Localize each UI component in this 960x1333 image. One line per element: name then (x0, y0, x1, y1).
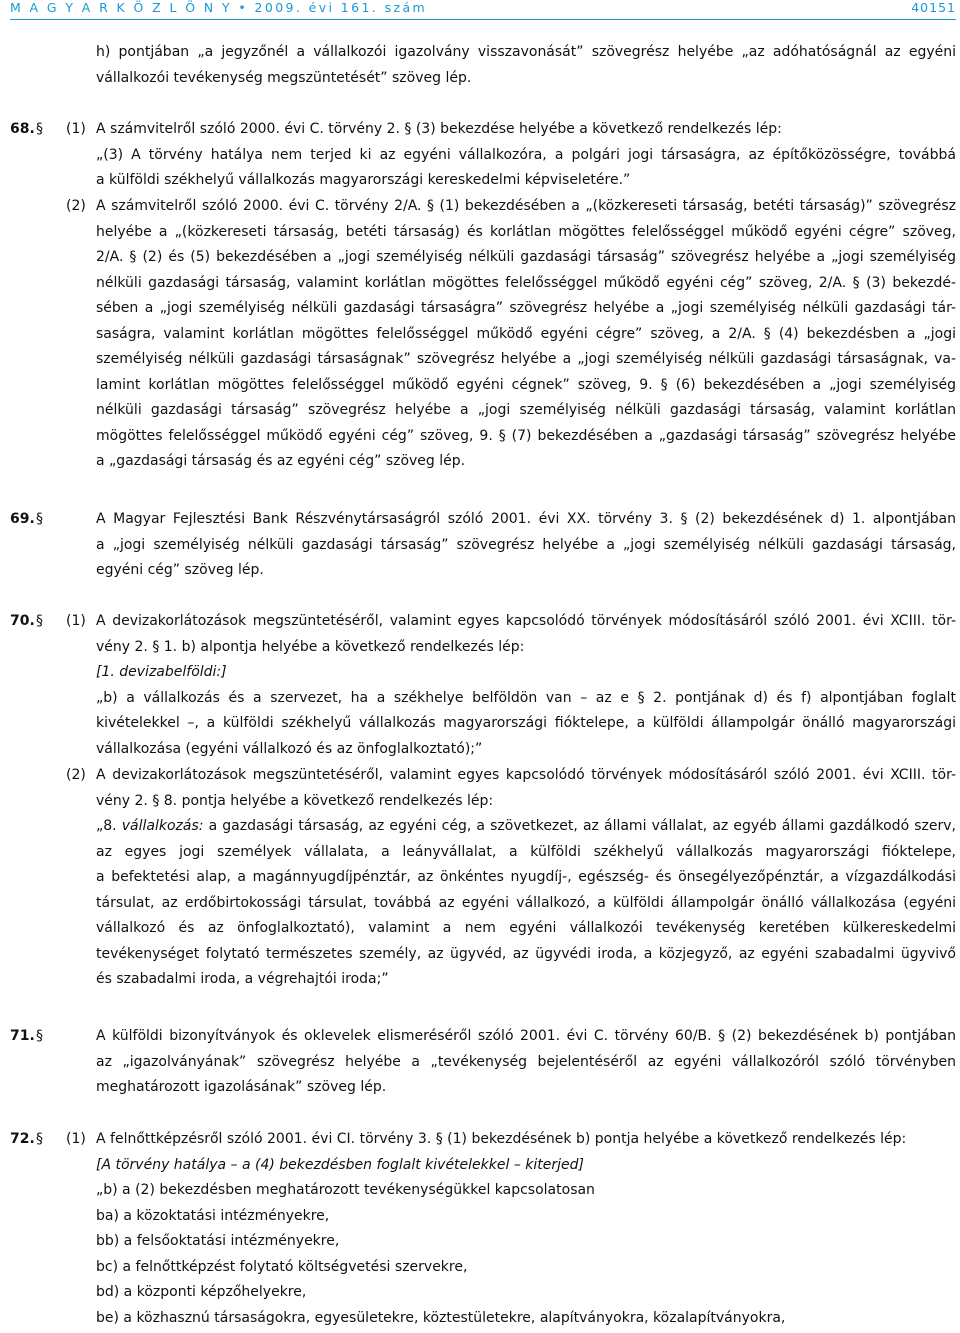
text-line: a külföldi székhelyű vállalkozás magyarországi kereskedelmi képviseletére.” (96, 172, 631, 188)
text-line: tevékenységet folytató természetes személy, az ügyvéd, az ügyvédi iroda, a közjegyző, az egyéni szabadalmi ügyvivő (96, 945, 956, 962)
section-sign: § (36, 613, 43, 629)
text-line: A devizakorlátozások megszüntetéséről, valamint egyes kapcsolódó törvények módosításáról szóló 2001. évi XCIII. tör- (96, 613, 956, 629)
publication-title: M A G Y A R K Ö Z L Ö N Y • 2009. évi 161. szám (10, 0, 428, 15)
text-line: „b) a (2) bekezdésben meghatározott tevékenységükkel kapcsolatosan (96, 1182, 595, 1198)
section-sign: § (36, 1131, 43, 1147)
text-line: mögöttes felelősséggel működő egyéni cég” szöveg, 9. § (7) bekezdésében a „gazdasági társaság” szövegrész helyébe (96, 427, 956, 444)
section-number: 69. (10, 511, 35, 527)
text-line: és szabadalmi iroda, a végrehajtói iroda;” (96, 971, 389, 987)
section-71-text (96, 1024, 956, 1101)
list-item: be) a közhasznú társaságokra, egyesületekre, köztestületekre, alapítványokra, közalapítványokra, (96, 1309, 786, 1326)
text-line: lamint korlátlan mögöttes felelősséggel működő egyéni cégnek” szöveg, 9. § (6) bekezdésében a „jogi személyiség (96, 376, 956, 393)
text-line: helyébe a „(közkereseti társaság, betéti társaság) és korlátlan mögöttes felelősséggel működő egyéni cégre” szöveg, (96, 223, 956, 240)
text-line: sében a „jogi személyiség nélküli gazdasági társaságra” szövegrész helyébe a „jogi személyiség nélküli gazdasági tár- (96, 300, 956, 316)
header-rule (10, 19, 956, 20)
text-line: [A törvény hatálya – a (4) bekezdésben foglalt kivételekkel – kiterjed] (96, 1156, 584, 1173)
text-line: A Magyar Fejlesztési Bank Részvénytársaságról szóló 2001. évi XX. törvény 3. § (2) bekezdésének d) 1. alpontjában (96, 511, 956, 527)
definition-text: a gazdasági társaság, az egyéni cég, a szövetkezet, az állami vállalat, az egyéb állami gazdálkodó szerv, (203, 818, 956, 834)
list-item: bd) a központi képzőhelyekre, (96, 1284, 307, 1300)
text-line: vállalkozó és az önfoglalkoztató), valamint a nem egyéni vállalkozói tevékenység keretében külkereskedelmi (96, 920, 956, 936)
text-line: a „jogi személyiség nélküli gazdasági társaság” szövegrész helyébe a „jogi személyiség nélküli gazdasági társaság, (96, 536, 956, 553)
section-70-paragraph-2 (96, 763, 956, 993)
section-sign: § (36, 121, 43, 137)
section-68-paragraph-2 (96, 194, 956, 475)
page-number: 40151 (911, 0, 956, 15)
text-line: társulat, az erdőbirtokossági társulat, továbbá az egyéni vállalkozó, a külföldi állampolgár önálló vállalkozása (egyéni (96, 894, 956, 911)
paragraph-label: (2) (66, 767, 86, 783)
text-line: az egyes jogi személyek vállalata, a leányvállalat, a külföldi székhelyű vállalkozás magyarországi fióktelepe, (96, 843, 956, 860)
text-line: [1. devizabelföldi:] (96, 664, 227, 680)
list-item: bb) a felsőoktatási intézményekre, (96, 1233, 340, 1249)
text-line: A felnőttképzésről szóló 2001. évi CI. törvény 3. § (1) bekezdésének b) pontja helyébe a következő rendelkezés lép: (96, 1131, 907, 1147)
definition-term: vállalkozás: (121, 818, 204, 834)
intro-paragraph (96, 40, 956, 91)
text-line: A számvitelről szóló 2000. évi C. törvény 2/A. § (1) bekezdésében a „(közkereseti társaság, betéti társaság)” szövegrész (96, 198, 956, 214)
text-line: személyiség nélküli gazdasági társaságnak” szövegrész helyébe a „jogi személyiség nélküli gazdasági társaságnak, va- (96, 351, 956, 367)
text-line: a „gazdasági társaság és az egyéni cég” szöveg lép. (96, 453, 466, 469)
paragraph-label: (1) (66, 1131, 86, 1147)
text-line: 2/A. § (2) és (5) bekezdésében a „jogi személyiség nélküli gazdasági társaság” szövegrész helyébe a „jogi személyiség (96, 249, 956, 265)
text-line: h) pontjában „a jegyzőnél a vállalkozói igazolvány visszavonását” szövegrész helyébe „az adóhatóságnál az egyéni (96, 44, 956, 60)
text-line: vállalkozói tevékenység megszüntetését” szöveg lép. (96, 69, 472, 86)
paragraph-label: (2) (66, 198, 86, 214)
text-line: „(3) A törvény hatálya nem terjed ki az egyéni vállalkozóra, a polgári jogi társaságra, az építőközösségre, továbbá (96, 146, 956, 163)
text-line: vény 2. § 1. b) alpontja helyébe a következő rendelkezés lép: (96, 638, 525, 655)
section-sign: § (36, 511, 43, 527)
section-number: 68. (10, 121, 35, 137)
text-line: A külföldi bizonyítványok és oklevelek elismeréséről szóló 2001. évi C. törvény 60/B. § (2) bekezdésének b) pontjában (96, 1028, 956, 1044)
text-line: vállalkozása (egyéni vállalkozó és az önfoglalkoztató);” (96, 740, 483, 757)
text-line: meghatározott igazolásának” szöveg lép. (96, 1079, 387, 1095)
section-69-text (96, 507, 956, 584)
text-line: saságra, valamint korlátlan mögöttes felelősséggel működő egyéni cégre” szöveg, a 2/A. § (4) bekezdésben a „jogi (96, 325, 956, 342)
section-72-paragraph-1 (96, 1127, 956, 1331)
text-line (96, 814, 956, 840)
text-line: a befektetési alap, a magánnyugdíjpénztár, az önkéntes nyugdíj-, egészség- és önsegélyezőpénztár, a vízgazdálkodási (96, 869, 956, 885)
section-70-paragraph-1 (96, 609, 956, 762)
text-line: „b) a vállalkozás és a szervezet, ha a székhelye belföldön van – az e § 2. pontjának d) és f) alpontjában foglalt (96, 689, 956, 706)
paragraph-label: (1) (66, 613, 86, 629)
section-number: 72. (10, 1131, 35, 1147)
list-item: ba) a közoktatási intézményekre, (96, 1207, 330, 1224)
page-header (10, 0, 956, 16)
text-line: A devizakorlátozások megszüntetéséről, valamint egyes kapcsolódó törvények módosításáról szóló 2001. évi XCIII. tör- (96, 767, 956, 783)
section-sign: § (36, 1028, 43, 1044)
section-number: 71. (10, 1028, 35, 1044)
section-number: 70. (10, 613, 35, 629)
definition-number: „8. (96, 818, 122, 834)
text-line: A számvitelről szóló 2000. évi C. törvény 2. § (3) bekezdése helyébe a következő rendelkezés lép: (96, 121, 782, 137)
list-item: bc) a felnőttképzést folytató költségvetési szervekre, (96, 1258, 468, 1275)
text-line: kivételekkel –, a külföldi székhelyű vállalkozás magyarországi fióktelepe, a külföldi állampolgár önálló magyarországi (96, 715, 956, 731)
section-68-paragraph-1 (96, 117, 956, 194)
text-line: egyéni cég” szöveg lép. (96, 562, 264, 578)
text-line: vény 2. § 8. pontja helyébe a következő rendelkezés lép: (96, 792, 494, 809)
text-line: az „igazolványának” szövegrész helyébe a „tevékenység bejelentéséről az egyéni vállalkozóról szóló törvényben (96, 1053, 956, 1070)
text-line: nélküli gazdasági társaság, valamint korlátlan mögöttes felelősséggel működő egyéni cég” szöveg, 2/A. § (3) bekezdé- (96, 274, 956, 291)
paragraph-label: (1) (66, 121, 86, 137)
text-line: nélküli gazdasági társaság” szövegrész helyébe a „jogi személyiség nélküli gazdasági társaság, valamint korlátlan (96, 402, 956, 418)
